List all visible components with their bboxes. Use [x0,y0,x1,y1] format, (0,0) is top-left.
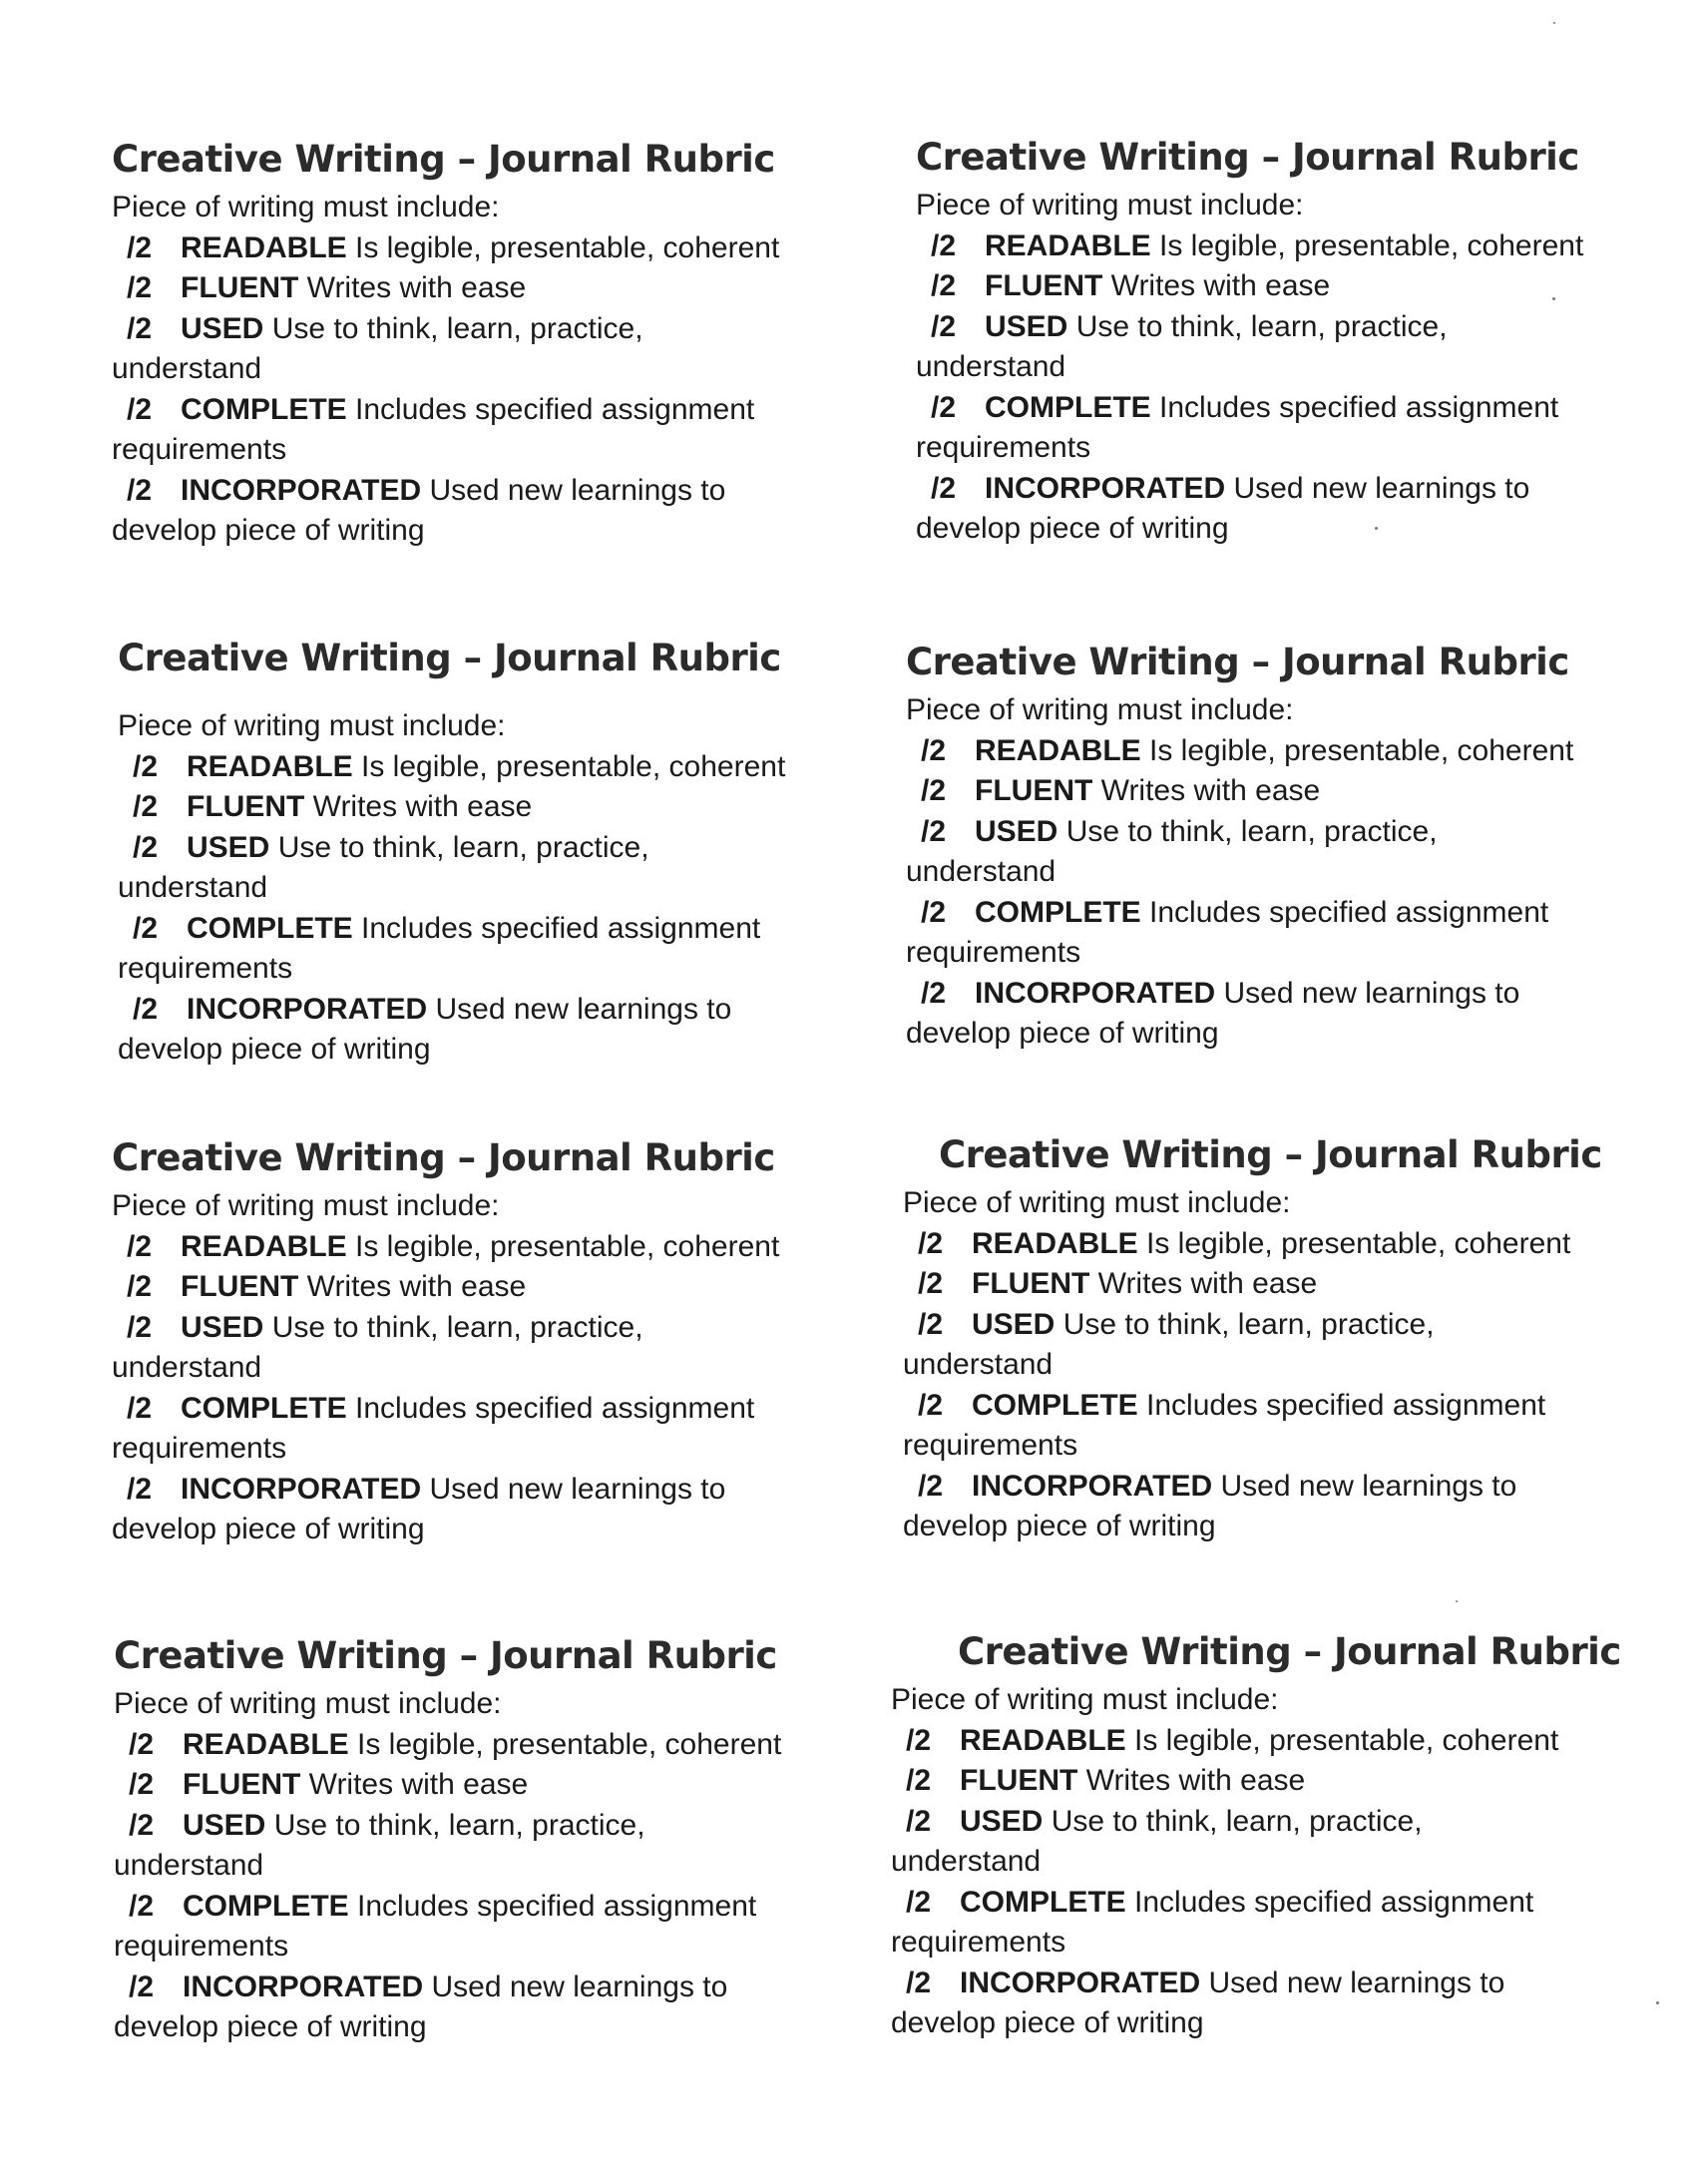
criterion-desc-cont: understand [891,1845,1042,1878]
criterion-desc: Includes specified assignment [1159,390,1559,424]
criterion-incorporated [906,974,1604,1055]
criterion-readable [114,1725,812,1766]
criterion-desc: Writes with ease [312,790,533,823]
criterion-desc-cont: develop piece of writing [903,1510,1216,1542]
criterion-name: FLUENT [960,1764,1078,1797]
criterion-complete [112,1389,810,1470]
criterion-used [112,309,810,390]
criterion-desc: Used new learnings to [1220,1469,1517,1503]
criterion-incorporated [118,990,816,1071]
score-blank: /2 [906,1966,932,1999]
criterion-used [114,1806,812,1887]
rubric-title: Creative Writing – Journal Rubric [118,637,781,679]
criterion-desc-cont: requirements [112,1432,287,1465]
rubric-intro: Piece of writing must include: [118,709,506,742]
score-blank: /2 [133,790,159,823]
score-blank: /2 [129,1889,155,1923]
criterion-desc: Use to think, learn, practice, [1051,1804,1423,1838]
criterion-readable [112,1227,810,1268]
criterion-name: INCORPORATED [187,992,428,1026]
criterion-desc: Used new learnings to [1223,976,1520,1010]
score-blank: /2 [127,311,153,345]
score-blank: /2 [127,473,153,507]
score-blank: /2 [931,390,957,424]
criterion-name: FLUENT [985,269,1103,302]
criterion-desc: Includes specified assignment [361,911,761,945]
criterion-desc-cont: develop piece of writing [891,2006,1204,2039]
score-blank: /2 [921,976,947,1010]
rubric-intro: Piece of writing must include: [891,1683,1279,1716]
rubric-card [903,1131,1601,1547]
score-blank: /2 [129,1969,155,2003]
criterion-name: READABLE [985,228,1151,262]
criterion-desc-cont: develop piece of writing [118,1033,431,1066]
criterion-desc: Is legible, presentable, coherent [355,1229,780,1263]
criterion-fluent [903,1264,1601,1305]
rubric-intro: Piece of writing must include: [903,1186,1291,1219]
criterion-name: COMPLETE [985,390,1151,424]
criterion-used [906,812,1604,893]
criterion-desc-cont: understand [118,871,268,904]
criterion-desc: Includes specified assignment [355,392,755,426]
criterion-desc: Use to think, learn, practice, [271,1310,643,1344]
score-blank: /2 [921,895,947,929]
criterion-desc-cont: understand [906,855,1057,888]
score-blank: /2 [127,392,153,426]
criterion-desc: Used new learnings to [1233,471,1530,505]
criterion-incorporated [916,469,1614,550]
criterion-desc: Used new learnings to [429,1472,726,1506]
criterion-name: COMPLETE [181,1391,347,1425]
criterion-desc: Writes with ease [306,1270,527,1303]
criterion-name: READABLE [181,1229,347,1263]
score-blank: /2 [906,1723,932,1757]
criterion-desc: Includes specified assignment [357,1889,757,1923]
score-blank: /2 [127,1229,153,1263]
criterion-desc-cont: understand [114,1849,264,1882]
criterion-desc: Writes with ease [308,1768,529,1801]
rubric-title: Creative Writing – Journal Rubric [939,1133,1602,1176]
criterion-name: COMPLETE [183,1889,349,1923]
score-blank: /2 [906,1804,932,1838]
criterion-fluent [118,787,816,828]
criterion-incorporated [114,1967,812,2048]
criterion-desc: Used new learnings to [1208,1966,1505,1999]
score-blank: /2 [133,830,159,864]
rubric-title: Creative Writing – Journal Rubric [958,1630,1621,1673]
criterion-name: USED [187,830,270,864]
criterion-complete [112,390,810,471]
criterion-incorporated [112,471,810,552]
criterion-desc: Is legible, presentable, coherent [1146,1226,1571,1260]
criterion-name: FLUENT [975,774,1093,807]
score-blank: /2 [127,271,153,304]
rubric-intro: Piece of writing must include: [906,693,1294,726]
criterion-name: USED [985,309,1068,343]
criterion-name: COMPLETE [975,895,1141,929]
score-blank: /2 [127,1472,153,1506]
criterion-name: FLUENT [181,271,299,304]
criterion-name: READABLE [960,1723,1126,1757]
criterion-name: COMPLETE [181,392,347,426]
criterion-name: USED [181,311,264,345]
criterion-desc: Writes with ease [1100,774,1321,807]
criterion-incorporated [903,1467,1601,1547]
criterion-desc: Is legible, presentable, coherent [355,230,780,264]
criterion-name: USED [183,1808,266,1842]
criterion-desc: Use to think, learn, practice, [277,830,649,864]
criterion-used [916,307,1614,388]
criterion-desc: Use to think, learn, practice, [1075,309,1448,343]
score-blank: /2 [921,733,947,767]
criterion-desc-cont: develop piece of writing [112,514,425,547]
score-blank: /2 [921,774,947,807]
criterion-name: READABLE [181,230,347,264]
criterion-readable [118,747,816,788]
criterion-desc: Writes with ease [1110,269,1331,302]
rubric-title: Creative Writing – Journal Rubric [114,1634,777,1677]
criterion-name: FLUENT [972,1267,1090,1300]
score-blank: /2 [918,1388,944,1422]
rubric-intro: Piece of writing must include: [114,1687,502,1720]
rubric-intro: Piece of writing must include: [916,189,1304,221]
score-blank: /2 [906,1764,932,1797]
criterion-name: READABLE [975,733,1141,767]
rubric-intro: Piece of writing must include: [112,1189,500,1222]
criterion-name: INCORPORATED [975,976,1216,1010]
criterion-complete [114,1887,812,1967]
criterion-desc-cont: understand [112,352,262,385]
criterion-desc: Is legible, presentable, coherent [1159,228,1584,262]
score-blank: /2 [906,1885,932,1919]
criterion-desc: Used new learnings to [431,1969,728,2003]
score-blank: /2 [127,230,153,264]
criterion-name: READABLE [183,1727,349,1761]
rubric-title: Creative Writing – Journal Rubric [916,136,1579,179]
score-blank: /2 [931,471,957,505]
rubric-title: Creative Writing – Journal Rubric [906,641,1569,683]
criterion-incorporated [112,1470,810,1550]
score-blank: /2 [129,1727,155,1761]
criterion-name: READABLE [972,1226,1138,1260]
criterion-fluent [114,1765,812,1806]
criterion-desc-cont: requirements [906,936,1081,969]
rubric-title: Creative Writing – Journal Rubric [112,138,775,181]
criterion-incorporated [891,1964,1589,2044]
criterion-name: FLUENT [183,1768,301,1801]
score-blank: /2 [918,1226,944,1260]
rubric-card [112,1134,810,1550]
rubric-title: Creative Writing – Journal Rubric [112,1136,775,1179]
criterion-complete [906,893,1604,974]
criterion-name: INCORPORATED [181,473,422,507]
criterion-desc-cont: develop piece of writing [112,1513,425,1545]
score-blank: /2 [918,1307,944,1341]
criterion-desc: Writes with ease [306,271,527,304]
criterion-name: COMPLETE [187,911,353,945]
rubric-card [114,1632,812,2048]
criterion-name: INCORPORATED [985,471,1226,505]
criterion-desc: Is legible, presentable, coherent [1134,1723,1559,1757]
criterion-desc-cont: develop piece of writing [916,512,1229,545]
score-blank: /2 [133,992,159,1026]
criterion-desc: Use to think, learn, practice, [273,1808,645,1842]
criterion-fluent [891,1761,1589,1802]
score-blank: /2 [931,228,957,262]
criterion-desc: Use to think, learn, practice, [1062,1307,1435,1341]
scan-speck [1552,297,1555,300]
criterion-readable [112,228,810,269]
score-blank: /2 [918,1469,944,1503]
criterion-desc: Is legible, presentable, coherent [1149,733,1574,767]
criterion-name: COMPLETE [972,1388,1138,1422]
criterion-name: USED [960,1804,1044,1838]
score-blank: /2 [129,1808,155,1842]
criterion-name: INCORPORATED [972,1469,1213,1503]
score-blank: /2 [127,1310,153,1344]
criterion-desc: Writes with ease [1085,1764,1306,1797]
criterion-used [903,1305,1601,1386]
criterion-desc-cont: requirements [916,431,1091,464]
rubric-card [906,639,1604,1055]
criterion-fluent [906,771,1604,812]
criterion-desc-cont: understand [112,1351,262,1384]
criterion-complete [118,909,816,990]
rubric-card [118,635,816,1071]
criterion-name: INCORPORATED [183,1969,424,2003]
score-blank: /2 [133,911,159,945]
criterion-readable [891,1721,1589,1762]
criterion-desc: Is legible, presentable, coherent [357,1727,782,1761]
score-blank: /2 [129,1768,155,1801]
criterion-used [891,1802,1589,1883]
criterion-name: INCORPORATED [960,1966,1201,1999]
criterion-desc: Includes specified assignment [355,1391,755,1425]
criterion-desc: Used new learnings to [429,473,726,507]
criterion-complete [916,388,1614,469]
criterion-desc-cont: requirements [114,1930,289,1963]
criterion-name: USED [972,1307,1056,1341]
criterion-desc: Includes specified assignment [1134,1885,1534,1919]
criterion-desc-cont: develop piece of writing [906,1017,1219,1050]
scan-speck [1656,2001,1659,2004]
criterion-desc: Writes with ease [1097,1267,1318,1300]
score-blank: /2 [127,1391,153,1425]
criterion-name: INCORPORATED [181,1472,422,1506]
criterion-name: USED [975,814,1059,848]
criterion-readable [916,226,1614,267]
criterion-used [118,828,816,909]
criterion-desc: Includes specified assignment [1149,895,1549,929]
criterion-name: FLUENT [187,790,305,823]
criterion-used [112,1308,810,1389]
criterion-name: USED [181,1310,264,1344]
criterion-desc-cont: understand [903,1348,1054,1381]
criterion-name: FLUENT [181,1270,299,1303]
criterion-fluent [112,268,810,309]
score-blank: /2 [127,1270,153,1303]
scan-speck [1456,1600,1458,1602]
criterion-name: READABLE [187,749,353,783]
criterion-fluent [112,1267,810,1308]
criterion-desc: Use to think, learn, practice, [271,311,643,345]
criterion-fluent [916,266,1614,307]
score-blank: /2 [918,1267,944,1300]
scan-speck [1375,527,1378,530]
criterion-desc-cont: requirements [891,1926,1066,1959]
rubric-intro: Piece of writing must include: [112,191,500,223]
score-blank: /2 [931,309,957,343]
rubric-card [112,136,810,552]
criterion-desc-cont: requirements [112,433,287,466]
criterion-desc: Used new learnings to [435,992,732,1026]
score-blank: /2 [133,749,159,783]
rubric-card [891,1628,1621,2044]
criterion-desc: Includes specified assignment [1146,1388,1546,1422]
criterion-readable [906,731,1604,772]
criterion-desc-cont: requirements [118,952,293,985]
criterion-desc-cont: understand [916,350,1066,383]
criterion-name: COMPLETE [960,1885,1126,1919]
score-blank: /2 [921,814,947,848]
rubric-card [916,134,1614,550]
scan-speck [1553,22,1555,24]
criterion-desc-cont: develop piece of writing [114,2010,427,2043]
criterion-complete [903,1386,1601,1467]
criterion-readable [903,1224,1601,1265]
criterion-desc: Is legible, presentable, coherent [361,749,786,783]
score-blank: /2 [931,269,957,302]
criterion-complete [891,1883,1589,1964]
criterion-desc-cont: requirements [903,1429,1078,1462]
criterion-desc: Use to think, learn, practice, [1065,814,1438,848]
